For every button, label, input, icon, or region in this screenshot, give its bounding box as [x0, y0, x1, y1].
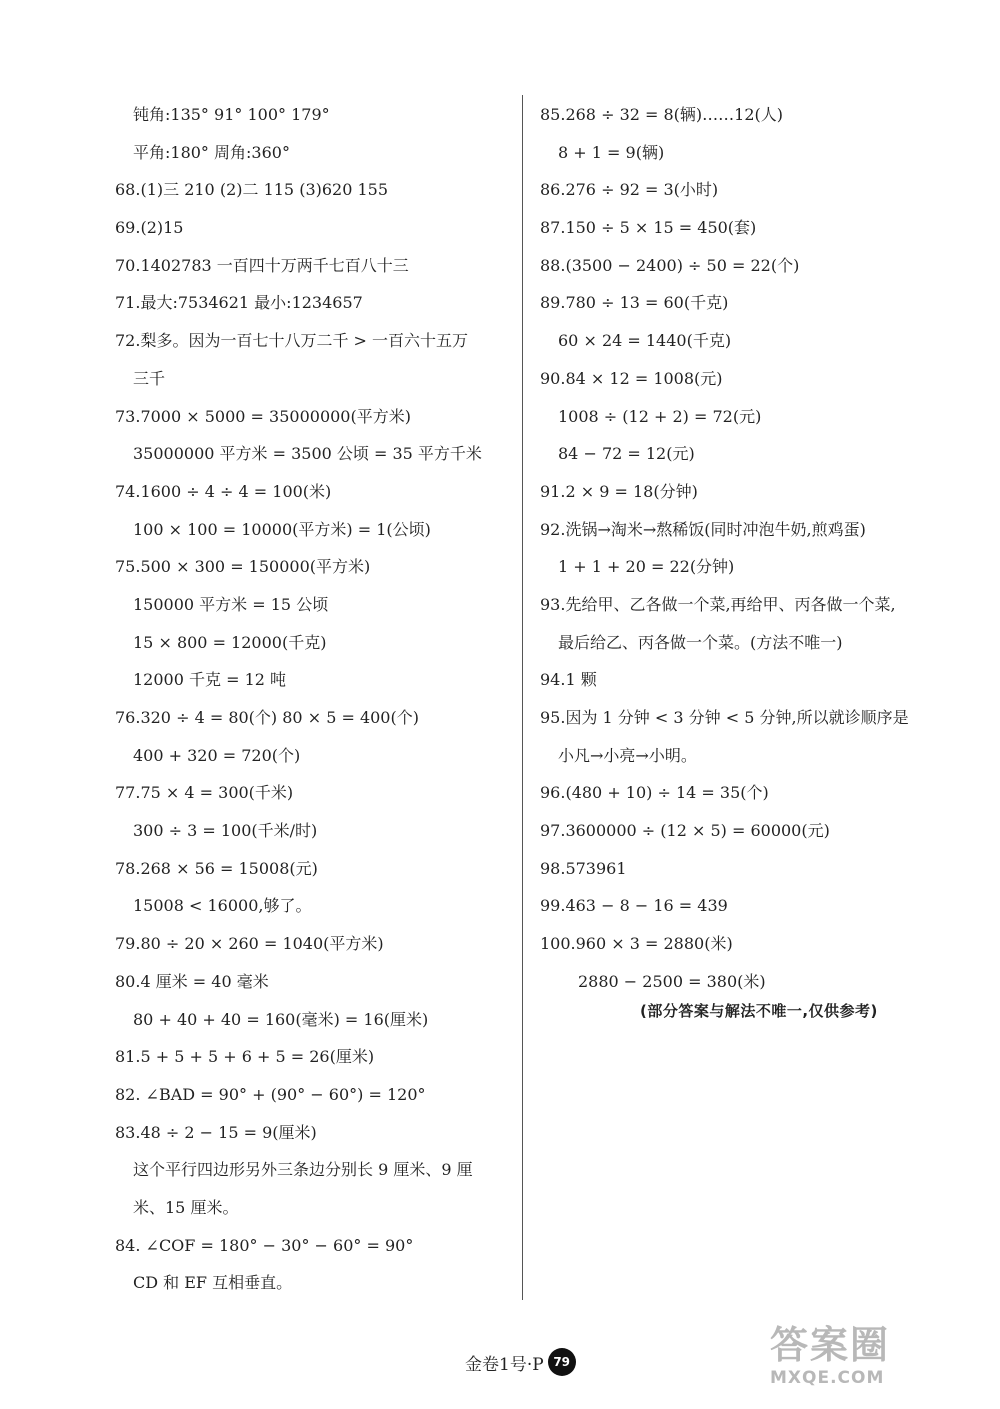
right-answer-line: 85.268 ÷ 32 = 8(辆)……12(人) — [540, 105, 784, 124]
left-answer-line: 76.320 ÷ 4 = 80(个) 80 × 5 = 400(个) — [115, 708, 419, 727]
page-number-badge: 79 — [548, 1348, 576, 1376]
right-column — [540, 96, 960, 1001]
left-answer-line: 400 + 320 = 720(个) — [133, 745, 301, 765]
left-answer-line: 75.500 × 300 = 150000(平方米) — [115, 557, 371, 577]
right-answer-line: 95.因为 1 分钟 < 3 分钟 < 5 分钟,所以就诊顺序是 — [540, 708, 909, 727]
watermark — [770, 1322, 990, 1402]
right-answer-line: 91.2 × 9 = 18(分钟) — [540, 481, 698, 501]
left-answer-line: 15008 < 16000,够了。 — [133, 896, 312, 916]
right-answer-line: 87.150 ÷ 5 × 15 = 450(套) — [540, 218, 757, 238]
left-answer-line: 平角:180° 周角:360° — [133, 142, 290, 162]
right-answer-line: 99.463 − 8 − 16 = 439 — [540, 896, 728, 916]
left-answer-line: 71.最大:7534621 最小:1234657 — [115, 293, 363, 313]
left-answer-line: 70.1402783 一百四十万两千七百八十三 — [115, 255, 409, 275]
left-column — [115, 96, 515, 1302]
watermark-url: MXQE.COM — [770, 1368, 885, 1388]
left-answer-line: 三千 — [133, 368, 166, 388]
right-answer-line: 92.洗锅→淘米→熬稀饭(同时冲泡牛奶,煎鸡蛋) — [540, 519, 866, 539]
right-answer-line: 86.276 ÷ 92 = 3(小时) — [540, 180, 719, 200]
answer-note: (部分答案与解法不唯一,仅供参考) — [640, 1002, 878, 1020]
left-answer-line: 74.1600 ÷ 4 ÷ 4 = 100(米) — [115, 481, 332, 501]
left-answer-line: 81.5 + 5 + 5 + 6 + 5 = 26(厘米) — [115, 1047, 375, 1067]
left-answer-line: 68.(1)三 210 (2)二 115 (3)620 155 — [115, 180, 389, 200]
left-answer-line: 100 × 100 = 10000(平方米) = 1(公顷) — [133, 519, 431, 539]
left-answer-line: 77.75 × 4 = 300(千米) — [115, 783, 294, 803]
left-answer-line: 钝角:135° 91° 100° 179° — [133, 105, 330, 124]
watermark-text: 答案圈 — [770, 1323, 891, 1367]
right-answer-line: 最后给乙、丙各做一个菜。(方法不唯一) — [558, 632, 843, 652]
left-answer-line: 15 × 800 = 12000(千克) — [133, 632, 327, 652]
right-answer-line: 8 + 1 = 9(辆) — [558, 142, 665, 162]
left-answer-line: 12000 千克 = 12 吨 — [133, 670, 287, 690]
right-answer-line: 1008 ÷ (12 + 2) = 72(元) — [558, 406, 762, 426]
right-answer-line: 小凡→小亮→小明。 — [558, 745, 697, 765]
left-answer-line: 79.80 ÷ 20 × 260 = 1040(平方米) — [115, 934, 384, 954]
left-answer-line: 73.7000 × 5000 = 35000000(平方米) — [115, 406, 411, 426]
page-footer — [465, 1348, 576, 1376]
left-answer-line: 150000 平方米 = 15 公顷 — [133, 594, 329, 614]
left-answer-line: 83.48 ÷ 2 − 15 = 9(厘米) — [115, 1122, 317, 1142]
left-answer-line: 69.(2)15 — [115, 218, 184, 238]
right-answer-line: 2880 − 2500 = 380(米) — [578, 971, 766, 991]
left-answer-line: 80 + 40 + 40 = 160(毫米) = 16(厘米) — [133, 1009, 429, 1029]
right-answer-line: 96.(480 + 10) ÷ 14 = 35(个) — [540, 783, 769, 803]
left-answer-line: 300 ÷ 3 = 100(千米/时) — [133, 821, 318, 841]
right-answer-line: 94.1 颗 — [540, 670, 597, 690]
left-answer-line: 78.268 × 56 = 15008(元) — [115, 858, 318, 878]
left-answer-line: 84. ∠COF = 180° − 30° − 60° = 90° — [115, 1235, 414, 1255]
right-answer-line: 90.84 × 12 = 1008(元) — [540, 368, 723, 388]
left-answer-line: 80.4 厘米 = 40 毫米 — [115, 971, 269, 991]
right-answer-line: 1 + 1 + 20 = 22(分钟) — [558, 557, 735, 577]
right-answer-line: 97.3600000 ÷ (12 × 5) = 60000(元) — [540, 821, 830, 841]
right-answer-line: 100.960 × 3 = 2880(米) — [540, 934, 733, 954]
left-answer-line: 35000000 平方米 = 3500 公顷 = 35 平方千米 — [133, 444, 482, 464]
left-answer-line: 米、15 厘米。 — [133, 1197, 239, 1217]
left-answer-line: 这个平行四边形另外三条边分别长 9 厘米、9 厘 — [133, 1160, 473, 1180]
column-divider — [522, 95, 523, 1300]
left-answer-line: CD 和 EF 互相垂直。 — [133, 1273, 293, 1293]
right-answer-line: 60 × 24 = 1440(千克) — [558, 331, 732, 351]
right-answer-line: 89.780 ÷ 13 = 60(千克) — [540, 293, 729, 313]
left-answer-line: 72.梨多。因为一百七十八万二千 > 一百六十五万 — [115, 331, 469, 351]
footer-label: 金卷1号·P — [465, 1354, 544, 1375]
left-answer-line: 82. ∠BAD = 90° + (90° − 60°) = 120° — [115, 1084, 426, 1104]
right-answer-line: 98.573961 — [540, 858, 627, 878]
right-answer-line: 84 − 72 = 12(元) — [558, 444, 695, 464]
right-answer-line: 93.先给甲、乙各做一个菜,再给甲、丙各做一个菜, — [540, 594, 896, 614]
right-answer-line: 88.(3500 − 2400) ÷ 50 = 22(个) — [540, 255, 800, 275]
